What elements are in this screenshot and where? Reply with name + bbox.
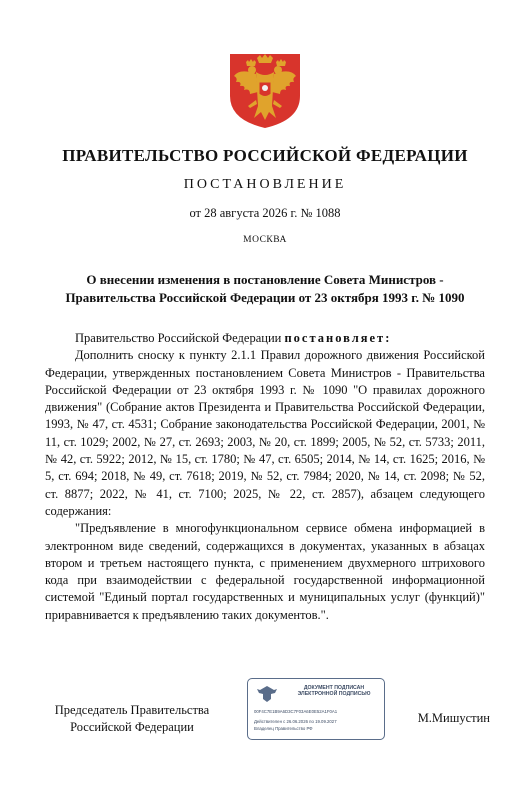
document-city: МОСКВА <box>243 235 287 245</box>
signatory-name: М.Мишустин <box>417 711 490 725</box>
subject-line-2: Правительства Российской Федерации от 23 октября 1993 г. № 1090 <box>65 290 465 305</box>
stamp-emblem-icon <box>254 684 280 704</box>
signatory-position-line-2: Российской Федерации <box>70 720 194 734</box>
signatory-position <box>42 702 222 736</box>
preamble-paragraph <box>45 330 485 347</box>
body-paragraph-2: "Предъявление в многофункциональном сервисе обмена информацией в электронном виде сведений, содержащихся в документах, указанных в абзацах втором и третьем настоящего пункта, с применением двухмерного штрихового кода при взаимодействии с федеральной государственной информационной системой "Единый портал государственных и муниципальных услуг (функций)" приравнивается к предъявлению таких документов.". <box>45 521 485 622</box>
signatory-position-line-1: Председатель Правительства <box>54 703 210 717</box>
document-type: ПОСТАНОВЛЕНИЕ <box>183 177 347 192</box>
document-subject <box>40 271 490 307</box>
coat-of-arms-emblem <box>226 48 304 130</box>
stamp-validity: Действителен с 26.06.2026 по 19.09.2027 <box>254 719 337 724</box>
preamble-text: Правительство Российской Федерации <box>75 331 282 345</box>
stamp-certificate: 00F4C7E1B9A6D3C7F03A6E0E52A1F0A1 <box>254 709 338 714</box>
stamp-title <box>286 685 382 697</box>
document-date-number: от 28 августа 2026 г. № 1088 <box>189 206 341 220</box>
stamp-title-line-2: ЭЛЕКТРОННОЙ ПОДПИСЬЮ <box>297 691 371 697</box>
subject-line-1: О внесении изменения в постановление Совета Министров - <box>86 272 444 287</box>
body-paragraph-1: Дополнить сноску к пункту 2.1.1 Правил дорожного движения Российской Федерации, утвержденных постановлением Совета Министров - Правительства Российской Федерации от 23 октября 1993 г. № 1090 "О правилах дорожного движения" (Собрание актов Президента и Правительства Российской Федерации, 1993, № 47, ст. 4531; Собрание законодательства Российской Федерации, 2001, № 11, ст. 1029; 2002, № 27, ст. 2693; 2003, № 20, ст. 1899; 2005, № 52, ст. 5733; 2011, № 42, ст. 5922; 2012, № 15, ст. 1780; № 47, ст. 6505; 2014, № 14, ст. 1625; 2016, № 5, ст. 694; 2018, № 49, ст. 7618; 2019, № 52, ст. 7984; 2020, № 14, ст. 2098; № 52, ст. 8877; 2022, № 41, ст. 7100; 2025, № 22, ст. 2857), абзацем следующего содержания: <box>45 348 485 518</box>
stamp-owner: Владелец Правительство РФ <box>254 726 313 731</box>
electronic-signature-stamp <box>247 678 385 740</box>
decides-word: постановляет: <box>284 331 392 345</box>
government-title: ПРАВИТЕЛЬСТВО РОССИЙСКОЙ ФЕДЕРАЦИИ <box>62 146 468 165</box>
document-body <box>45 330 485 624</box>
stamp-title-line-1: ДОКУМЕНТ ПОДПИСАН <box>303 685 365 691</box>
